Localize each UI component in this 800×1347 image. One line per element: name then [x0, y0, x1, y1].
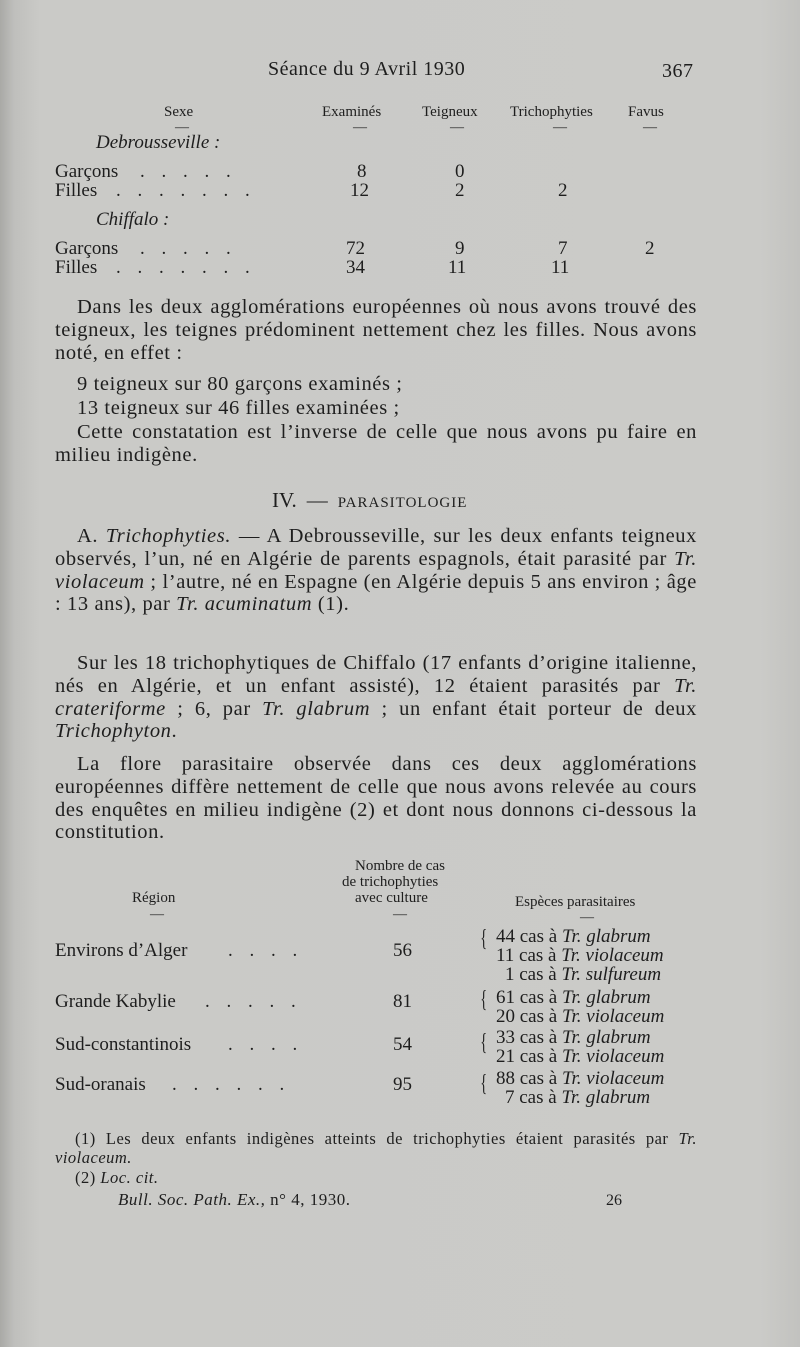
- species-count: 11: [496, 945, 515, 966]
- species-name: Tr. violaceum.: [55, 1129, 697, 1167]
- col-header-region: Région: [132, 890, 176, 906]
- stat-line-boys: 9 teigneux sur 80 garçons examinés ;: [77, 373, 403, 395]
- journal-reference: [118, 1190, 350, 1210]
- cell-trichophyties: 11: [551, 257, 570, 278]
- footnote-2: [55, 1168, 697, 1187]
- region-name: Grande Kabylie: [55, 991, 176, 1012]
- group-title-debrousseville: Debrousseville :: [96, 132, 221, 153]
- paragraph-text: Dans les deux agglomérations européennes où nous avons trouvé des teigneux, les teignes prédominent nettement chez les filles. Nous avons noté, en effet :: [55, 296, 697, 364]
- species-text: cas à: [519, 1046, 558, 1067]
- leader-dots: . . . .: [228, 1034, 304, 1055]
- cell-favus: 2: [645, 238, 655, 259]
- species-text: cas à: [519, 926, 558, 947]
- cell-trichophyties: 2: [558, 180, 568, 201]
- region-name: Sud-oranais: [55, 1074, 146, 1095]
- species-count: 44: [496, 926, 515, 947]
- species-name: Tr. glabrum: [561, 1027, 651, 1048]
- paragraph-observation: [55, 296, 697, 364]
- paragraph-text: Cette constatation est l’inverse de celle que nous avons pu faire en milieu indigène.: [55, 421, 697, 466]
- species-text: cas à: [519, 1006, 558, 1027]
- col-header-trichophyties: Trichophyties: [510, 104, 593, 120]
- species-row: [505, 964, 661, 986]
- col-header-cases-1: Nombre de cas: [355, 858, 445, 874]
- paragraph-flore: [55, 753, 697, 844]
- col-dash-sexe: —: [175, 120, 189, 135]
- journal-issue: n° 4, 1930.: [270, 1190, 351, 1209]
- species-text: cas à: [519, 1087, 557, 1108]
- cell-examines: 34: [346, 257, 365, 278]
- section-numeral: IV.: [272, 488, 297, 512]
- paragraph-lead: A.: [77, 525, 99, 547]
- col-header-examines: Examinés: [322, 104, 382, 120]
- species-name: Tr. glabrum: [561, 1087, 651, 1108]
- species-name: Tr. sulfureum: [561, 964, 662, 985]
- region-cases: 81: [393, 991, 412, 1012]
- species-name: Trichophyton: [55, 720, 172, 743]
- col-header-sexe: Sexe: [164, 104, 194, 120]
- col-dash-region: —: [150, 907, 164, 922]
- running-header: Séance du 9 Avril 1930: [268, 58, 466, 80]
- col-dash-species: —: [580, 910, 594, 925]
- leader-dots: . . . . .: [140, 161, 237, 182]
- journal-name: Bull. Soc. Path. Ex.,: [118, 1190, 266, 1209]
- cell-teigneux: 9: [455, 238, 465, 259]
- footnote-mark: (1): [75, 1129, 96, 1148]
- region-name: Environs d’Alger: [55, 940, 188, 961]
- cell-examines: 8: [357, 161, 367, 182]
- leader-dots: . . . . .: [205, 991, 302, 1012]
- species-text: cas à: [519, 987, 558, 1008]
- species-count: 7: [505, 1087, 515, 1108]
- section-title: PARASITOLOGIE: [337, 495, 468, 511]
- paragraph-lead-title: Trichophyties.: [105, 525, 232, 547]
- col-dash-trichophyties: —: [553, 120, 567, 135]
- section-dash: —: [306, 488, 328, 512]
- species-row: [496, 1046, 664, 1068]
- species-name: Tr. violaceum: [561, 1046, 665, 1067]
- col-header-cases-3: avec culture: [355, 890, 428, 906]
- species-count: 1: [505, 964, 515, 985]
- species-name: Tr. violaceum: [55, 547, 697, 593]
- region-cases: 54: [393, 1034, 412, 1055]
- species-name: Tr. violaceum: [561, 1006, 665, 1027]
- row-label: Garçons: [55, 238, 119, 259]
- paragraph-chiffalo: [55, 652, 697, 743]
- brace-icon: {: [480, 1071, 488, 1097]
- species-count: 21: [496, 1046, 515, 1067]
- species-text: cas à: [519, 1068, 558, 1089]
- species-name: Tr. acuminatum: [176, 593, 313, 616]
- species-count: 33: [496, 1027, 515, 1048]
- region-cases: 95: [393, 1074, 412, 1095]
- paragraph-text: ; 6, par: [165, 697, 263, 720]
- leader-dots: . . . . . . .: [116, 257, 256, 278]
- col-dash-favus: —: [643, 120, 657, 135]
- col-header-teigneux: Teigneux: [422, 104, 478, 120]
- col-dash-examines: —: [353, 120, 367, 135]
- footnote-mark: (2): [75, 1168, 96, 1187]
- paragraph-trichophyties-a: [55, 525, 697, 616]
- col-dash-cases: —: [393, 907, 407, 922]
- species-name: Tr. glabrum: [561, 987, 651, 1008]
- region-name: Sud-constantinois: [55, 1034, 192, 1055]
- leader-dots: . . . . . . .: [116, 180, 256, 201]
- brace-icon: {: [480, 1030, 488, 1056]
- paragraph-text: .: [171, 720, 178, 743]
- footnote-text: Loc. cit.: [100, 1168, 159, 1187]
- col-dash-teigneux: —: [450, 120, 464, 135]
- section-heading: [272, 488, 467, 513]
- cell-examines: 72: [346, 238, 365, 259]
- leader-dots: . . . .: [228, 940, 304, 961]
- species-row: [496, 1006, 664, 1028]
- species-text: cas à: [519, 945, 557, 966]
- species-name: Tr. crateriforme: [55, 674, 697, 720]
- footnote-text: Les deux enfants indigènes atteints de trichophyties étaient parasités par: [105, 1129, 669, 1148]
- cell-examines: 12: [350, 180, 369, 201]
- paragraph-text: ; un enfant était porteur de deux: [370, 697, 697, 720]
- paragraph-text: (1).: [312, 593, 350, 616]
- paragraph-constatation: [55, 421, 697, 467]
- col-header-cases-2: de trichophyties: [342, 874, 439, 890]
- brace-icon: {: [480, 987, 488, 1013]
- stat-line-girls: 13 teigneux sur 46 filles examinées ;: [77, 397, 400, 419]
- paragraph-text: ; l’autre, né en Espagne (en Algérie depuis 5 ans environ ; âge : 13 ans), par: [55, 570, 697, 616]
- species-text: cas à: [519, 964, 557, 985]
- col-header-species: Espèces parasitaires: [515, 894, 636, 910]
- signature-mark: 26: [606, 1192, 622, 1209]
- cell-trichophyties: 7: [558, 238, 568, 259]
- species-row: [505, 1087, 650, 1109]
- species-count: 88: [496, 1068, 515, 1089]
- page-number: 367: [662, 60, 694, 82]
- species-name: Tr. glabrum: [561, 926, 651, 947]
- species-count: 20: [496, 1006, 515, 1027]
- row-label: Filles: [55, 180, 98, 201]
- species-name: Tr. glabrum: [262, 697, 371, 720]
- paragraph-text: La flore parasitaire observée dans ces deux agglomérations européennes diffère nettement de celle que nous avons relevée au cours des enquêtes en milieu indigène (2) et dont nous donnons ci-dessous la constitution.: [55, 753, 697, 844]
- paragraph-text: — A Debrousseville, sur les deux enfants teigneux observés, l’un, né en Algérie de parents espagnols, était parasité par: [55, 525, 697, 570]
- footnote-1: [55, 1129, 697, 1167]
- cell-teigneux: 2: [455, 180, 465, 201]
- species-count: 61: [496, 987, 515, 1008]
- leader-dots: . . . . .: [140, 238, 237, 259]
- species-name: Tr. violaceum: [561, 1068, 665, 1089]
- row-label: Filles: [55, 257, 98, 278]
- leader-dots: . . . . . .: [172, 1074, 291, 1095]
- paragraph-text: Sur les 18 trichophytiques de Chiffalo (17 enfants d’origine italienne, nés en Algérie, et un enfant assisté), 12 étaient parasités par: [55, 652, 697, 697]
- region-cases: 56: [393, 940, 412, 961]
- species-text: cas à: [519, 1027, 558, 1048]
- row-label: Garçons: [55, 161, 119, 182]
- species-name: Tr. violaceum: [561, 945, 664, 966]
- cell-teigneux: 0: [455, 161, 465, 182]
- col-header-favus: Favus: [628, 104, 664, 120]
- cell-teigneux: 11: [448, 257, 467, 278]
- brace-icon: {: [480, 926, 488, 952]
- group-title-chiffalo: Chiffalo :: [96, 209, 170, 230]
